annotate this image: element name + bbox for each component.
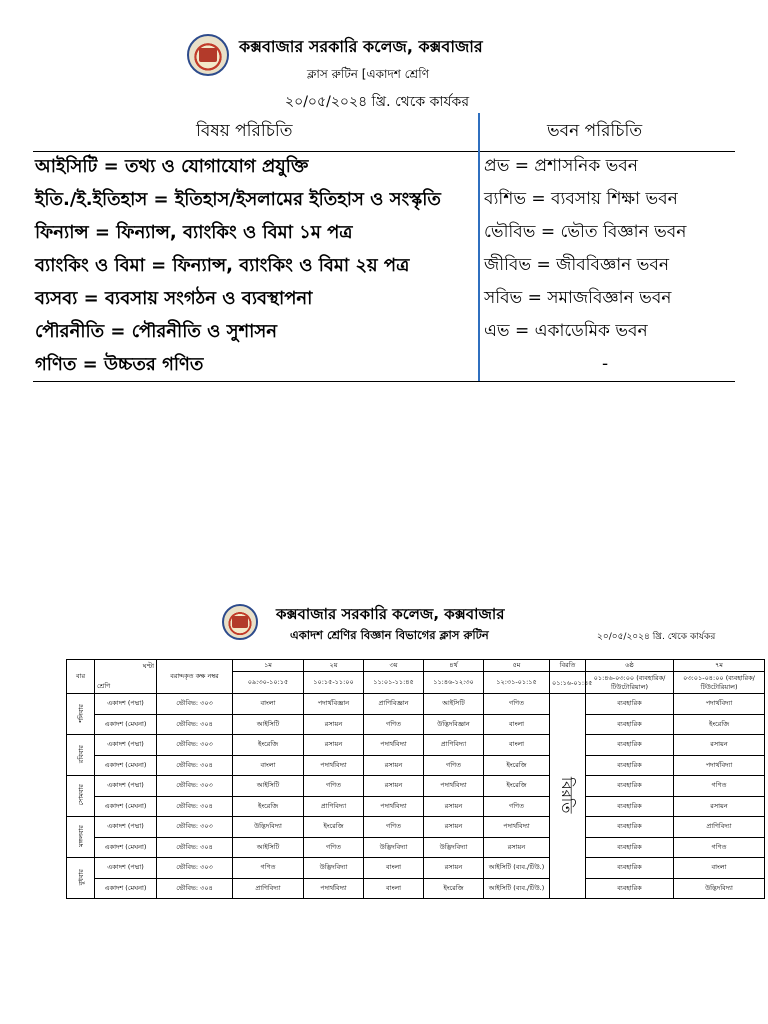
table-row [67, 735, 765, 756]
room-cell: ভৌবিভ: ৩০৩ [157, 817, 233, 838]
subject-cell: পদার্থবিদ্যা [674, 755, 765, 776]
table-row [67, 776, 765, 797]
subject-cell: প্রাণিবিদ্যা [424, 735, 484, 756]
subject-cell: ব্যবহারিক [586, 858, 674, 879]
effective-date: ২০/০৫/২০২৪ খ্রি. থেকে কার্যকর [285, 94, 470, 110]
class-cell: একাদশ (পদ্মা) [95, 735, 157, 756]
subject-cell: রসায়ন [424, 817, 484, 838]
subject-cell: ইংরেজি [674, 714, 765, 735]
subject-item: আইসিটি = তথ্য ও যোগাযোগ প্রযুক্তি [35, 156, 309, 177]
subject-cell: রসায়ন [424, 796, 484, 817]
subject-cell: ব্যবহারিক [586, 755, 674, 776]
class-routine-table [66, 659, 765, 899]
building-item: - [602, 354, 609, 374]
time-cell: ০১:১৬-০১:৪৫ [550, 672, 586, 694]
building-item: ব্যশিভ = ব্যবসায় শিক্ষা ভবন [484, 189, 678, 209]
time-cell: ১০:১৫-১১:০০ [304, 672, 364, 694]
break-cell [550, 694, 586, 899]
class-cell: একাদশ (পদ্মা) [95, 694, 157, 715]
subject-cell: গণিত [674, 776, 765, 797]
subject-cell: বাংলা [484, 714, 550, 735]
subject-cell: আইসিটি [233, 837, 304, 858]
class-cell: একাদশ (মেঘনা) [95, 837, 157, 858]
subject-cell: রসায়ন [484, 837, 550, 858]
period-header: ৬ষ্ঠ [586, 660, 674, 672]
subject-item: ব্যসব্য = ব্যবসায় সংগঠন ও ব্যবস্থাপনা [35, 288, 313, 309]
subject-cell: রসায়ন [304, 714, 364, 735]
subject-cell: পদার্থবিদ্যা [424, 776, 484, 797]
day-label: শনিবার [77, 703, 85, 723]
routine2-college: কক্সবাজার সরকারি কলেজ, কক্সবাজার [276, 605, 505, 623]
subject-cell: গণিত [304, 837, 364, 858]
period-header: বিরতি [550, 660, 586, 672]
class-cell: একাদশ (মেঘনা) [95, 714, 157, 735]
day-cell [67, 776, 95, 817]
class-cell: একাদশ (মেঘনা) [95, 796, 157, 817]
period-header: ৫ম [484, 660, 550, 672]
subject-cell: রসায়ন [364, 755, 424, 776]
period-label: ঘণ্টা [142, 662, 154, 670]
subject-item: ইতি./ই.ইতিহাস = ইতিহাস/ইসলামের ইতিহাস ও সংস্কৃতি [35, 189, 441, 210]
subject-cell: ব্যবহারিক [586, 776, 674, 797]
subject-cell: ব্যবহারিক [586, 735, 674, 756]
subject-cell: রসায়ন [304, 735, 364, 756]
table-row [67, 755, 765, 776]
building-item: সবিভ = সমাজবিজ্ঞান ভবন [484, 288, 672, 308]
room-cell: ভৌবিভ: ৩০৩ [157, 694, 233, 715]
subject-cell: ইংরেজি [484, 776, 550, 797]
room-cell: ভৌবিভ: ৩০৪ [157, 796, 233, 817]
subject-cell: গণিত [364, 817, 424, 838]
subject-cell: পদার্থবিদ্যা [304, 755, 364, 776]
subject-cell: গণিত [424, 755, 484, 776]
subject-cell: ইংরেজি [304, 817, 364, 838]
period-header: ১ম [233, 660, 304, 672]
table-row [67, 694, 765, 715]
subject-cell: পদার্থবিদ্যা [364, 735, 424, 756]
building-item: জীবিভ = জীববিজ্ঞান ভবন [484, 255, 670, 275]
class-label: শ্রেণি [97, 682, 111, 690]
subject-cell: গণিত [674, 837, 765, 858]
subject-cell: উদ্ভিদবিদ্যা [674, 878, 765, 899]
day-label: মঙ্গলবার [77, 825, 85, 847]
day-cell [67, 858, 95, 899]
subject-cell: রসায়ন [364, 776, 424, 797]
table-row [67, 837, 765, 858]
class-cell: একাদশ (মেঘনা) [95, 755, 157, 776]
table-row [67, 858, 765, 879]
subject-cell: আইসিটি [424, 694, 484, 715]
class-cell: একাদশ (পদ্মা) [95, 858, 157, 879]
room-cell: ভৌবিভ: ৩০৪ [157, 837, 233, 858]
class-cell: একাদশ (মেঘনা) [95, 878, 157, 899]
subject-cell: ব্যবহারিক [586, 837, 674, 858]
day-header: বার [67, 660, 95, 694]
subject-cell: রসায়ন [674, 796, 765, 817]
subject-cell: বাংলা [674, 858, 765, 879]
column-divider [478, 113, 480, 381]
college-logo [187, 34, 229, 76]
subject-cell: গণিত [364, 714, 424, 735]
routine2-effective: ২০/০৫/২০২৪ খ্রি. থেকে কার্যকর [597, 632, 716, 642]
time-cell: ১১:৪৬-১২:৩০ [424, 672, 484, 694]
period-time-header [95, 660, 157, 694]
subject-cell: উদ্ভিদবিদ্যা [364, 837, 424, 858]
building-item: এভ = একাডেমিক ভবন [484, 321, 648, 341]
day-label: বুধবার [77, 868, 85, 886]
subject-item: পৌরনীতি = পৌরনীতি ও সুশাসন [35, 321, 278, 342]
table-row [67, 714, 765, 735]
room-cell: ভৌবিভ: ৩০৩ [157, 858, 233, 879]
subject-cell: প্রাণিবিদ্যা [233, 878, 304, 899]
time-cell: ১২:৩১-০১:১৫ [484, 672, 550, 694]
break-label: বিরতি [558, 776, 576, 814]
subject-cell: প্রাণিবিজ্ঞান [364, 694, 424, 715]
subject-cell: ব্যবহারিক [586, 817, 674, 838]
time-cell: ০৩:০১-০৪:০০ (ব্যবহারিক/টিউটোরিয়াল) [674, 672, 765, 694]
routine2-title: একাদশ শ্রেণির বিজ্ঞান বিভাগের ক্লাস রুটিন [290, 628, 489, 642]
day-label: রবিবার [77, 744, 85, 764]
routine-subtitle: ক্লাস রুটিন [একাদশ শ্রেণি [307, 67, 429, 81]
subject-cell: পদার্থবিদ্যা [304, 878, 364, 899]
building-heading: ভবন পরিচিতি [547, 121, 643, 141]
subject-cell: উদ্ভিদবিদ্যা [304, 858, 364, 879]
subject-cell: রসায়ন [674, 735, 765, 756]
subject-item: ফিন্যান্স = ফিন্যান্স, ব্যাংকিং ও বিমা ১ম পত্র [35, 222, 353, 243]
subject-item: ব্যাংকিং ও বিমা = ফিন্যান্স, ব্যাংকিং ও বিমা ২য় পত্র [35, 255, 410, 276]
class-cell: একাদশ (পদ্মা) [95, 776, 157, 797]
subject-cell: রসায়ন [424, 858, 484, 879]
subject-cell: ইংরেজি [484, 755, 550, 776]
time-cell: ০১:৪৬-০৩:০০ (ব্যবহারিক/টিউটোরিয়াল) [586, 672, 674, 694]
period-header: ৭ম [674, 660, 765, 672]
time-cell: ১১:০১-১১:৪৫ [364, 672, 424, 694]
subject-cell: বাংলা [233, 755, 304, 776]
period-header: ৪র্থ [424, 660, 484, 672]
room-cell: ভৌবিভ: ৩০৪ [157, 878, 233, 899]
day-label: সোমবার [77, 784, 85, 806]
subject-cell: আইসিটি (ব্যব./টিউ.) [484, 878, 550, 899]
table-row [67, 878, 765, 899]
subject-cell: ইংরেজি [424, 878, 484, 899]
subject-cell: ইংরেজি [233, 796, 304, 817]
subject-cell: পদার্থবিজ্ঞান [304, 694, 364, 715]
table-row [67, 817, 765, 838]
subject-cell: আইসিটি [233, 776, 304, 797]
subject-cell: গণিত [304, 776, 364, 797]
subject-cell: প্রাণিবিদ্যা [674, 817, 765, 838]
subject-cell: গণিত [484, 796, 550, 817]
time-cell: ০৯:৩০-১০:১৫ [233, 672, 304, 694]
subject-cell: ব্যবহারিক [586, 694, 674, 715]
subject-list [35, 150, 441, 381]
building-item: প্রভ = প্রশাসনিক ভবন [484, 156, 638, 176]
subject-cell: উদ্ভিদবিদ্যা [233, 817, 304, 838]
college-logo-small [222, 604, 258, 640]
room-header: বরাদ্দকৃত কক্ষ নম্বর [157, 660, 233, 694]
subject-heading: বিষয় পরিচিতি [196, 121, 293, 141]
subject-cell: আইসিটি [233, 714, 304, 735]
period-header: ৩য় [364, 660, 424, 672]
subject-cell: বাংলা [364, 858, 424, 879]
subject-cell: বাংলা [484, 735, 550, 756]
subject-cell: প্রাণিবিদ্যা [304, 796, 364, 817]
room-cell: ভৌবিভ: ৩০৪ [157, 714, 233, 735]
room-cell: ভৌবিভ: ৩০৩ [157, 776, 233, 797]
bottom-rule [33, 381, 735, 382]
day-cell [67, 817, 95, 858]
subject-cell: পদার্থবিদ্যা [674, 694, 765, 715]
college-title: কক্সবাজার সরকারি কলেজ, কক্সবাজার [239, 37, 483, 56]
subject-cell: বাংলা [233, 694, 304, 715]
subject-cell: উদ্ভিদবিদ্যা [424, 837, 484, 858]
subject-cell: ব্যবহারিক [586, 796, 674, 817]
class-cell: একাদশ (পদ্মা) [95, 817, 157, 838]
subject-cell: গণিত [233, 858, 304, 879]
table-row [67, 796, 765, 817]
subject-cell: ইংরেজি [233, 735, 304, 756]
subject-cell: ব্যবহারিক [586, 878, 674, 899]
subject-cell: গণিত [484, 694, 550, 715]
subject-cell: আইসিটি (ব্যব./টিউ.) [484, 858, 550, 879]
period-header: ২য় [304, 660, 364, 672]
subject-cell: পদার্থবিদ্যা [364, 796, 424, 817]
day-cell [67, 694, 95, 735]
building-item: ভৌবিভ = ভৌত বিজ্ঞান ভবন [484, 222, 687, 242]
subject-cell: পদার্থবিদ্যা [484, 817, 550, 838]
room-cell: ভৌবিভ: ৩০৪ [157, 755, 233, 776]
day-cell [67, 735, 95, 776]
room-cell: ভৌবিভ: ৩০৩ [157, 735, 233, 756]
subject-cell: বাংলা [364, 878, 424, 899]
subject-item: গণিত = উচ্চতর গণিত [35, 354, 204, 375]
building-list [484, 150, 686, 381]
subject-cell: উদ্ভিদবিজ্ঞান [424, 714, 484, 735]
subject-cell: ব্যবহারিক [586, 714, 674, 735]
